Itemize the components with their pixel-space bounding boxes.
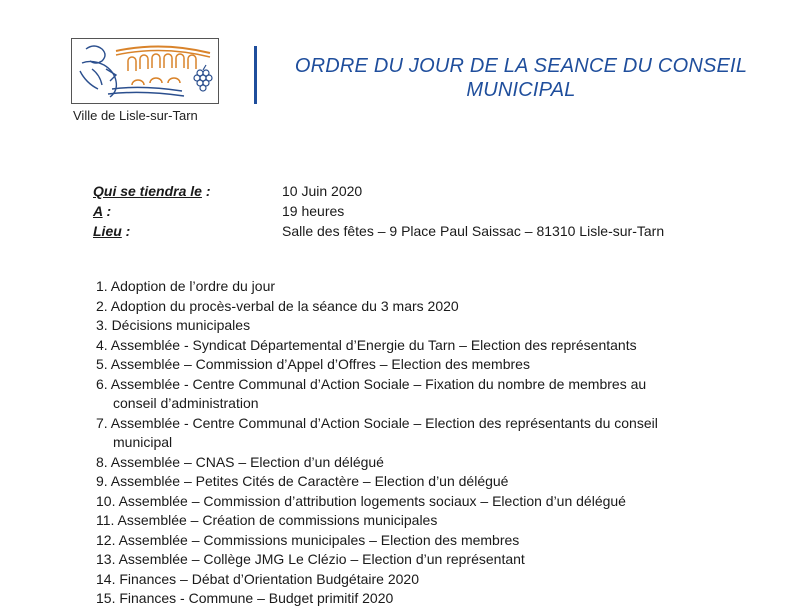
- title-line-1: ORDRE DU JOUR DE LA SEANCE DU CONSEIL: [294, 55, 748, 77]
- meeting-time-value: 19 heures: [282, 203, 345, 219]
- agenda-item: 15. Finances - Commune – Budget primitif 2020: [96, 590, 394, 606]
- title-divider: [254, 46, 257, 104]
- agenda-list: [96, 277, 716, 609]
- agenda-item: 14. Finances – Débat d’Orientation Budgétaire 2020: [96, 570, 419, 587]
- agenda-item: 10. Assemblée – Commission d’attribution logements sociaux – Election d’un délégué: [96, 492, 626, 509]
- agenda-item: 6. Assemblée - Centre Communal d’Action Sociale – Fixation du nombre de membres au: [96, 375, 647, 392]
- agenda-item: 9. Assemblée – Petites Cités de Caractère – Election d’un délégué: [96, 473, 509, 489]
- agenda-item: 5. Assemblée – Commission d’Appel d’Offres – Election des membres: [96, 356, 530, 372]
- agenda-item: 4. Assemblée - Syndicat Départemental d’Energie du Tarn – Election des représentants: [96, 336, 637, 353]
- agenda-item: 8. Assemblée – CNAS – Election d’un délégué: [96, 453, 384, 470]
- agenda-item: 1. Adoption de l’ordre du jour: [96, 278, 276, 294]
- agenda-item: 12. Assemblée – Commissions municipales – Election des membres: [96, 531, 520, 548]
- agenda-item: 13. Assemblée – Collège JMG Le Clézio – Election d’un représentant: [96, 551, 525, 567]
- town-logo: [71, 38, 219, 104]
- town-name: Ville de Lisle-sur-Tarn: [73, 108, 198, 123]
- agenda-item: 3. Décisions municipales: [96, 317, 251, 333]
- meeting-time-label: A :: [93, 203, 112, 219]
- meeting-date-value: 10 Juin 2020: [282, 183, 363, 199]
- logo-emblem-icon: [72, 39, 218, 103]
- agenda-item: 7. Assemblée - Centre Communal d’Action Sociale – Election des représentants du conseil: [96, 414, 658, 431]
- agenda-item-continuation: conseil d’administration: [113, 395, 259, 411]
- meeting-date-label: Qui se tiendra le :: [93, 183, 211, 199]
- meeting-place-value: Salle des fêtes – 9 Place Paul Saissac – 81310 Lisle-sur-Tarn: [282, 223, 665, 239]
- meeting-place-label: Lieu :: [93, 223, 131, 239]
- agenda-item: 11. Assemblée – Création de commissions municipales: [96, 512, 438, 528]
- title-line-2: MUNICIPAL: [466, 79, 576, 101]
- page-title: [276, 54, 766, 102]
- agenda-item-continuation: municipal: [113, 434, 173, 450]
- agenda-item: 2. Adoption du procès-verbal de la séance du 3 mars 2020: [96, 297, 459, 314]
